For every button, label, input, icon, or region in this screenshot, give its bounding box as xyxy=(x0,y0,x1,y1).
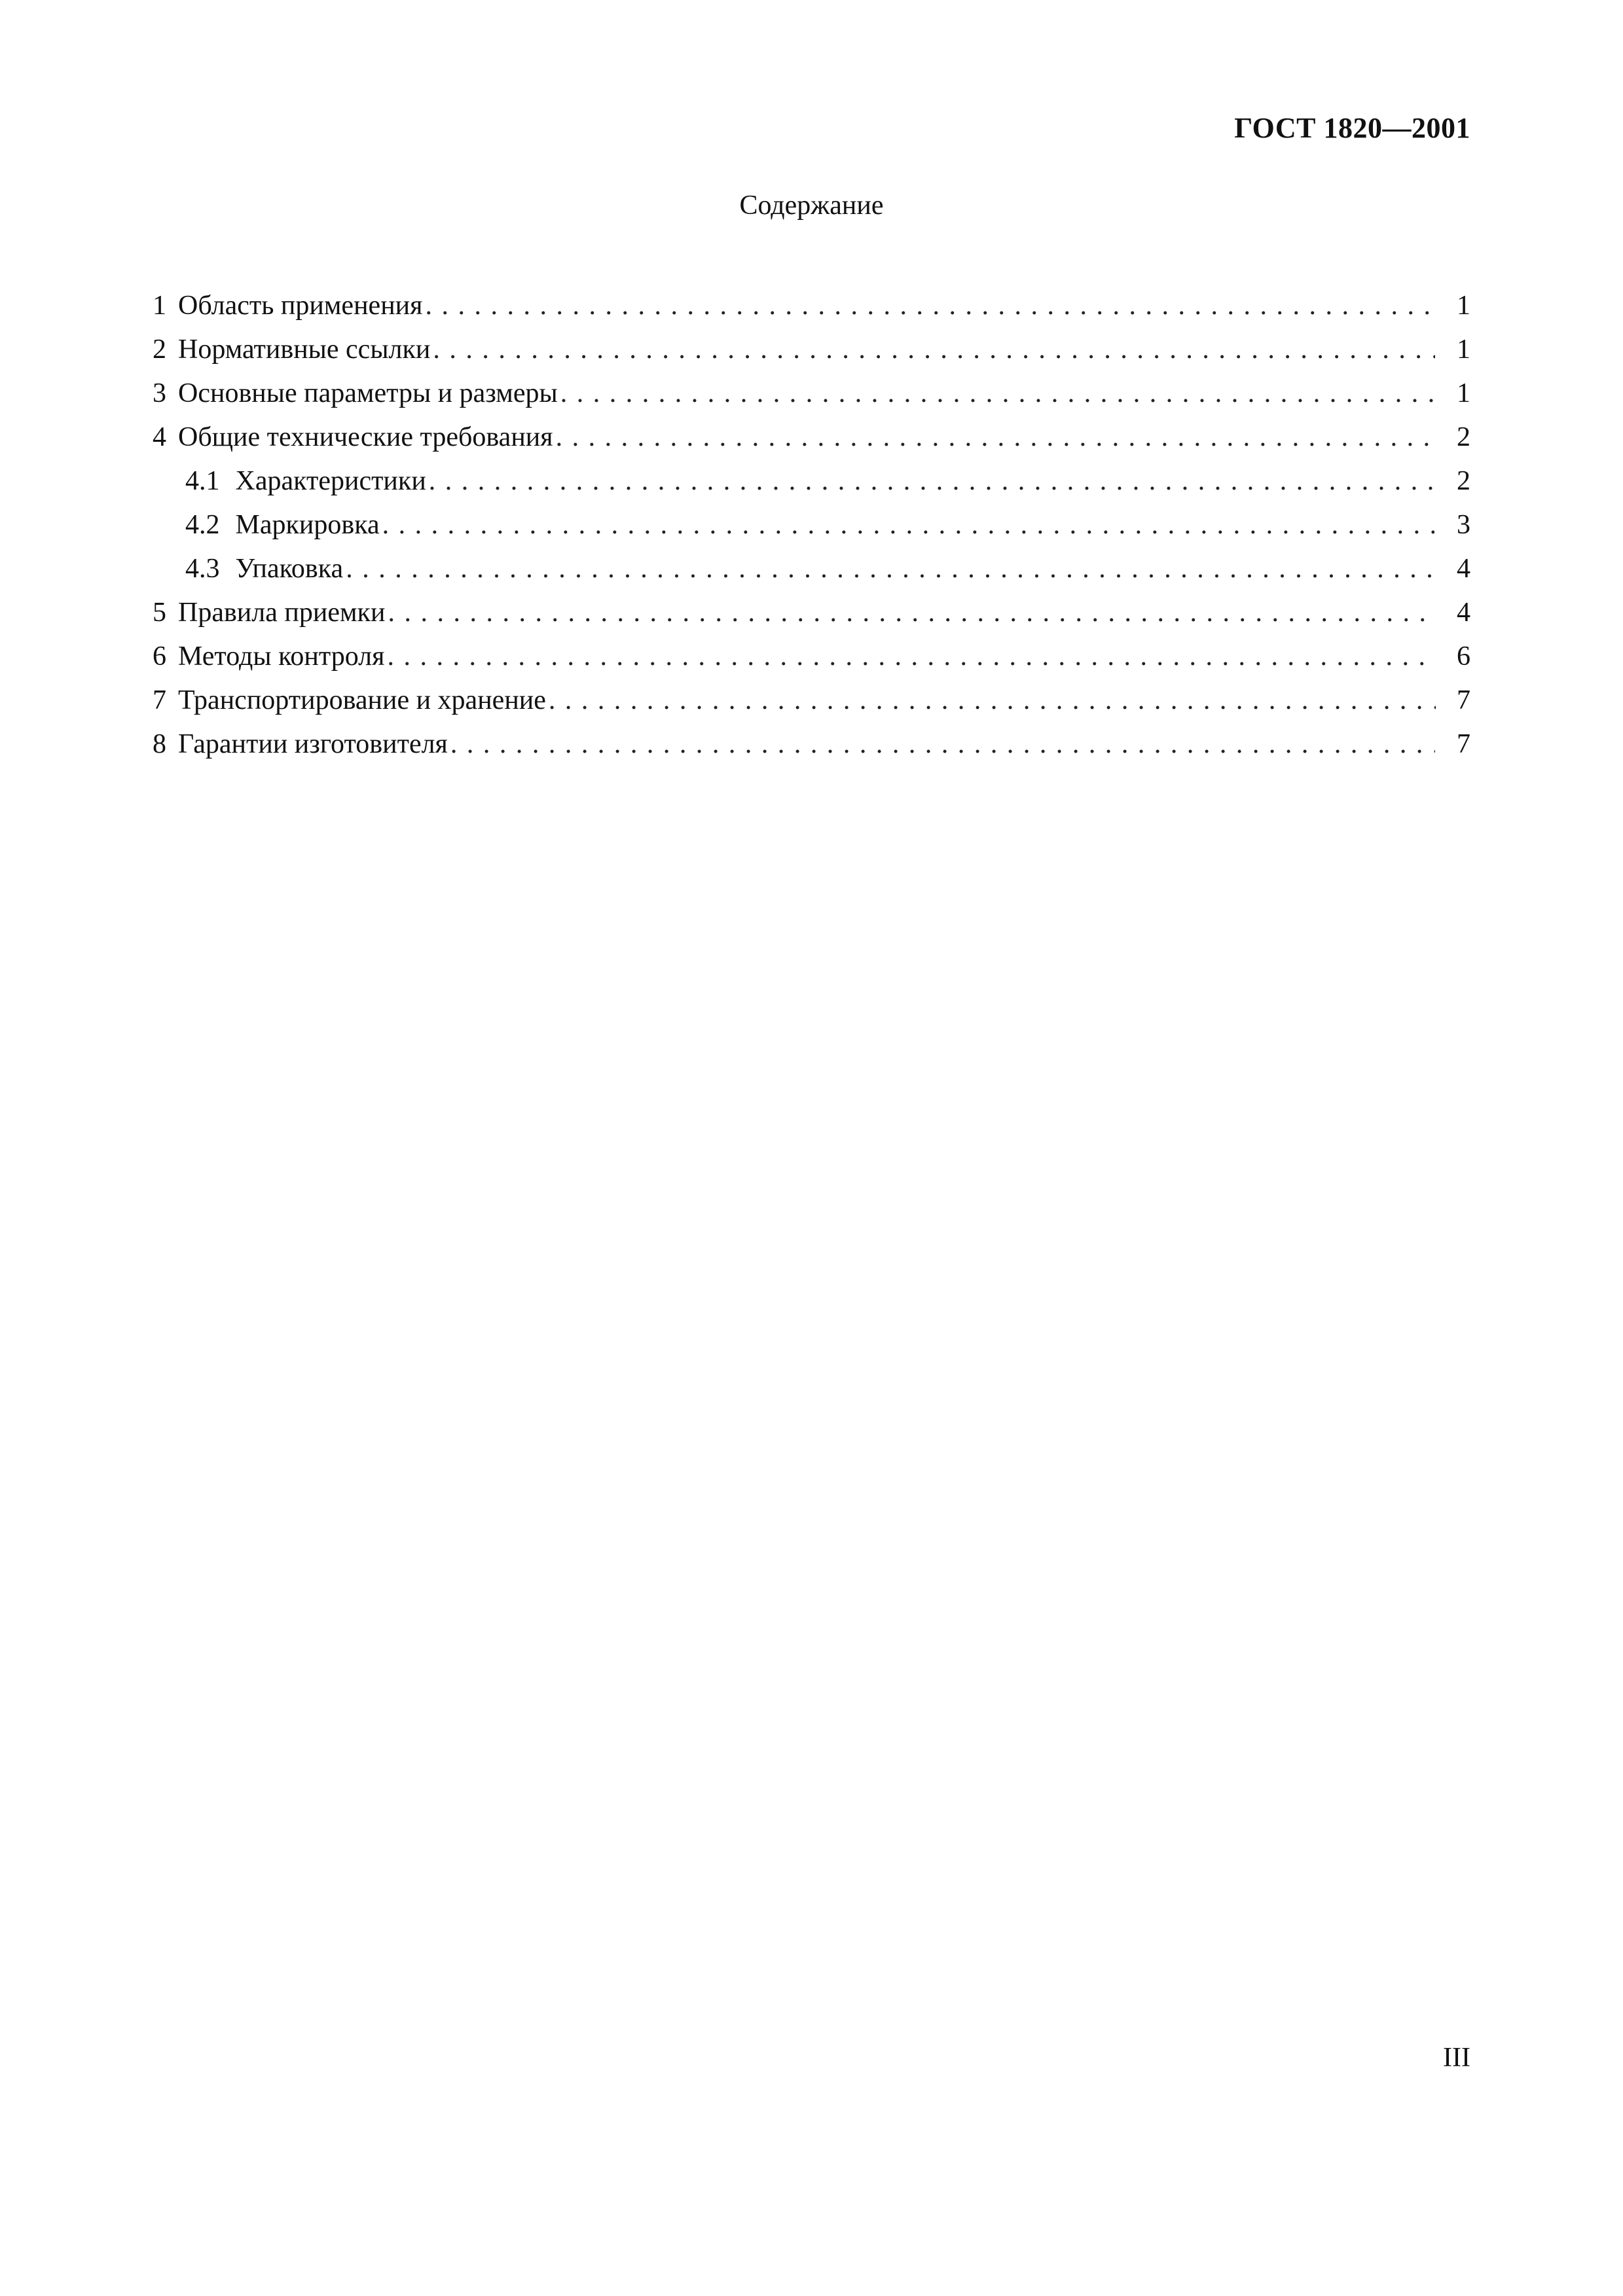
toc-entry[interactable] xyxy=(153,416,1470,459)
toc-subentry[interactable] xyxy=(153,503,1470,547)
toc-entry-page: 2 xyxy=(1457,422,1470,452)
toc-entry-page: 2 xyxy=(1457,466,1470,496)
dot-leader xyxy=(560,372,1436,416)
toc-entry-number: 8 xyxy=(153,729,166,759)
toc-entry-number: 6 xyxy=(153,641,166,672)
dot-leader xyxy=(425,284,1434,328)
toc-entry-number: 7 xyxy=(153,685,166,715)
toc-entry-page: 7 xyxy=(1457,685,1470,715)
toc-entry[interactable] xyxy=(153,284,1470,328)
dot-leader xyxy=(556,416,1436,459)
page-number: III xyxy=(1443,2043,1470,2073)
toc-entry[interactable] xyxy=(153,635,1470,679)
dot-leader xyxy=(346,547,1434,591)
toc-entry-page: 7 xyxy=(1457,729,1470,759)
toc-entry-number: 4.2 xyxy=(185,510,220,540)
toc-entry-label: Основные параметры и размеры xyxy=(178,378,558,408)
toc-title: Содержание xyxy=(739,190,884,221)
toc-entry-number: 1 xyxy=(153,291,166,321)
toc-entry[interactable] xyxy=(153,372,1470,416)
dot-leader xyxy=(549,679,1436,723)
toc-entry-number: 4 xyxy=(153,422,166,452)
toc-entry[interactable] xyxy=(153,723,1470,766)
toc-entry[interactable] xyxy=(153,328,1470,372)
toc-entry-page: 4 xyxy=(1457,554,1470,584)
toc-subentry[interactable] xyxy=(153,547,1470,591)
toc-entry-label: Методы контроля xyxy=(178,641,385,672)
toc-entry-label: Транспортирование и хранение xyxy=(178,685,546,715)
toc-entry-label: Маркировка xyxy=(235,510,380,540)
toc-subentry[interactable] xyxy=(153,459,1470,503)
dot-leader xyxy=(433,328,1434,372)
dot-leader xyxy=(450,723,1435,766)
toc-entry-number: 5 xyxy=(153,598,166,628)
dot-leader xyxy=(382,503,1434,547)
toc-entry-page: 4 xyxy=(1457,598,1470,628)
toc-entry-page: 3 xyxy=(1457,510,1470,540)
table-of-contents xyxy=(153,284,1470,766)
toc-entry-page: 1 xyxy=(1457,378,1470,408)
toc-entry-page: 1 xyxy=(1457,334,1470,365)
toc-entry-label: Упаковка xyxy=(235,554,344,584)
toc-entry-page: 1 xyxy=(1457,291,1470,321)
dot-leader xyxy=(388,591,1434,635)
toc-entry-number: 2 xyxy=(153,334,166,365)
toc-entry-label: Характеристики xyxy=(235,466,426,496)
toc-entry-number: 4.3 xyxy=(185,554,220,584)
toc-entry-label: Правила приемки xyxy=(178,598,386,628)
toc-entry-label: Нормативные ссылки xyxy=(178,334,431,365)
toc-entry-label: Область применения xyxy=(178,291,423,321)
toc-entry-page: 6 xyxy=(1457,641,1470,672)
dot-leader xyxy=(387,635,1434,679)
toc-entry-number: 4.1 xyxy=(185,466,220,496)
document-code: ГОСТ 1820—2001 xyxy=(1234,112,1470,144)
toc-entry[interactable] xyxy=(153,591,1470,635)
toc-entry[interactable] xyxy=(153,679,1470,723)
toc-entry-label: Гарантии изготовителя xyxy=(178,729,448,759)
dot-leader xyxy=(429,459,1435,503)
toc-entry-label: Общие технические требования xyxy=(178,422,553,452)
toc-entry-number: 3 xyxy=(153,378,166,408)
